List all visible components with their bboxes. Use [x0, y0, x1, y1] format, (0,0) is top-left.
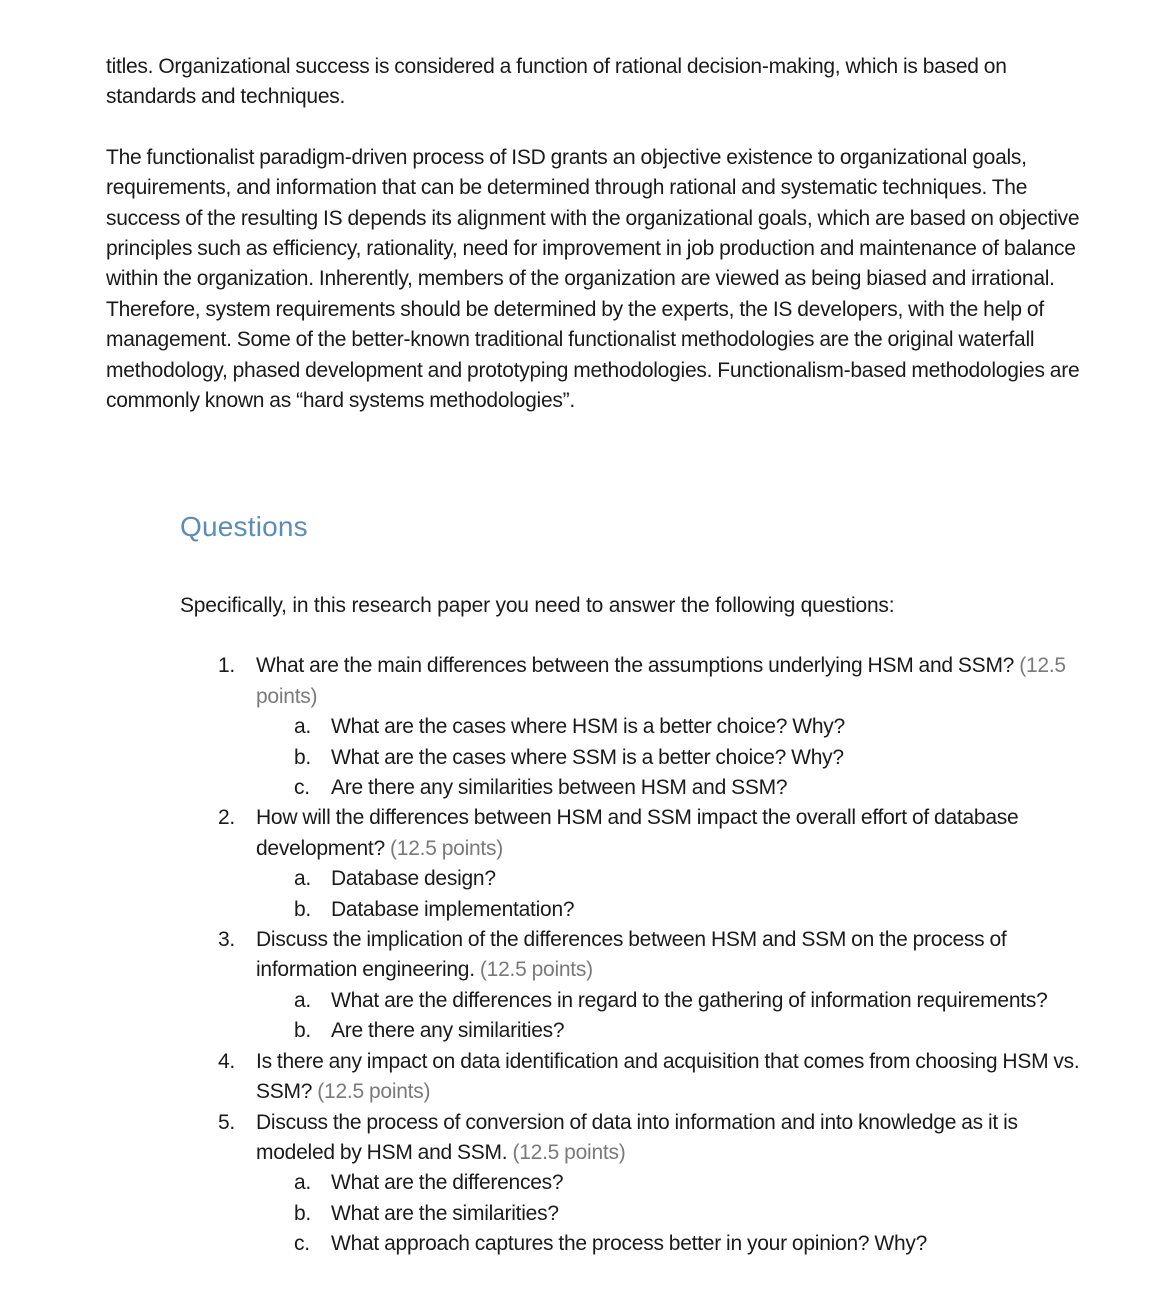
question-item	[180, 925, 1090, 1047]
sub-question-list	[256, 986, 1090, 1047]
sub-question-text: What are the cases where HSM is a better choice? Why?	[331, 715, 845, 739]
sub-question-item	[256, 712, 1090, 742]
question-points: (12.5 points)	[479, 958, 593, 982]
question-item	[180, 803, 1090, 925]
sub-question-text: What are the similarities?	[331, 1201, 559, 1225]
sub-question-item	[256, 773, 1090, 803]
sub-question-item	[256, 743, 1090, 773]
sub-question-item	[256, 1168, 1090, 1198]
question-text: What are the main differences between the assumptions underlying HSM and SSM?	[256, 654, 1015, 678]
document-body	[106, 52, 1091, 416]
sub-question-text: Are there any similarities between HSM and SSM?	[331, 776, 788, 800]
question-text: Is there any impact on data identification and acquisition that comes from choosing HSM vs. SSM?	[256, 1049, 1080, 1104]
sub-question-text: What are the differences?	[331, 1171, 564, 1195]
sub-question-text: Database implementation?	[331, 897, 575, 921]
sub-question-text: What approach captures the process better in your opinion? Why?	[331, 1232, 928, 1256]
question-points: (12.5 points)	[390, 836, 504, 860]
question-text: Discuss the implication of the differences between HSM and SSM on the process of information engineering.	[256, 928, 1007, 982]
question-number: 1.	[218, 654, 236, 678]
question-number: 2.	[218, 806, 236, 830]
question-number: 4.	[218, 1049, 236, 1073]
sub-question-letter: c.	[294, 1232, 310, 1256]
question-points: (12.5 points)	[256, 654, 1066, 708]
sub-question-item	[256, 895, 1090, 925]
question-number: 3.	[218, 928, 236, 952]
sub-question-list	[256, 1168, 1090, 1259]
questions-list	[180, 651, 1090, 1259]
questions-intro: Specifically, in this research paper you need to answer the following questions:	[180, 594, 895, 617]
question-text: Discuss the process of conversion of data into information and into knowledge as it is modeled by HSM and SSM.	[256, 1110, 1018, 1164]
question-number: 5.	[218, 1110, 236, 1134]
question-text: How will the differences between HSM and SSM impact the overall effort of database development?	[256, 806, 1019, 860]
sub-question-list	[256, 864, 1090, 925]
question-points: (12.5 points)	[512, 1140, 626, 1164]
sub-question-item	[256, 1229, 1090, 1259]
paragraph-intro-continuation: titles. Organizational success is considered a function of rational decision-making, which is based on standards and techniques.	[106, 55, 1007, 109]
sub-question-letter: c.	[294, 776, 310, 800]
sub-question-letter: a.	[294, 1171, 312, 1195]
questions-section	[180, 505, 1090, 1260]
sub-question-item	[256, 986, 1090, 1016]
sub-question-letter: b.	[294, 745, 312, 769]
sub-question-item	[256, 1199, 1090, 1229]
sub-question-list	[256, 712, 1090, 803]
sub-question-item	[256, 1016, 1090, 1046]
sub-question-letter: b.	[294, 897, 312, 921]
question-item	[180, 1047, 1090, 1108]
question-points: (12.5 points)	[317, 1080, 431, 1104]
sub-question-text: Database design?	[331, 867, 496, 891]
question-item	[180, 1108, 1090, 1260]
sub-question-letter: a.	[294, 867, 312, 891]
sub-question-item	[256, 864, 1090, 894]
sub-question-letter: a.	[294, 988, 312, 1012]
questions-heading: Questions	[180, 511, 308, 542]
sub-question-text: Are there any similarities?	[331, 1019, 565, 1043]
question-item	[180, 651, 1090, 803]
sub-question-text: What are the cases where SSM is a better choice? Why?	[331, 745, 844, 769]
sub-question-letter: b.	[294, 1201, 312, 1225]
sub-question-text: What are the differences in regard to the gathering of information requirements?	[331, 988, 1048, 1012]
sub-question-letter: a.	[294, 715, 312, 739]
paragraph-functionalist: The functionalist paradigm-driven process of ISD grants an objective existence to organizational goals, requirements, and information that can be determined through rational and systematic techniques. The success of the resulting IS depends its alignment with the organizational goals, which are based on objective principles such as efficiency, rationality, need for improvement in job production and maintenance of balance within the organization. Inherently, members of the organization are viewed as being biased and irrational. Therefore, system requirements should be determined by the experts, the IS developers, with the help of management. Some of the better-known traditional functionalist methodologies are the original waterfall methodology, phased development and prototyping methodologies. Functionalism-based methodologies are commonly known as “hard systems methodologies”.	[106, 145, 1080, 413]
sub-question-letter: b.	[294, 1019, 312, 1043]
